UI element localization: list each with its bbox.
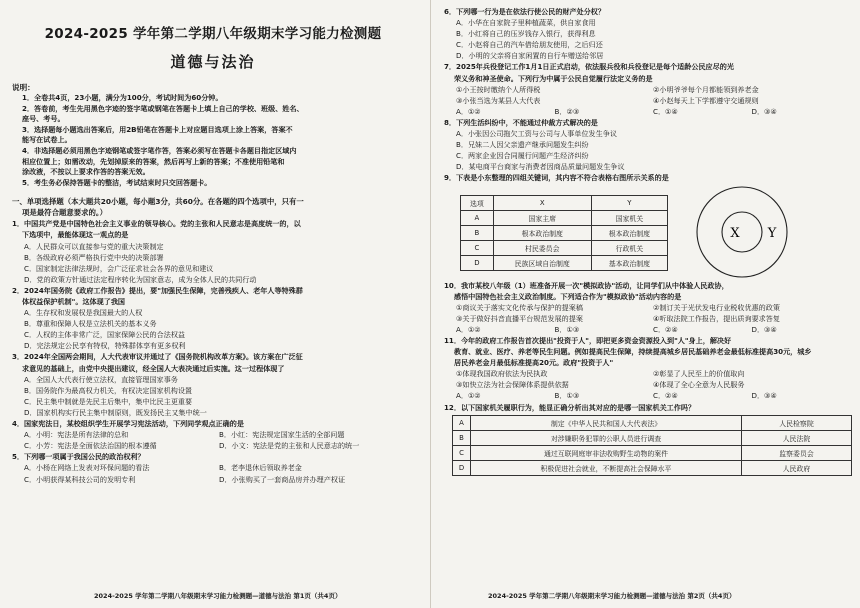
table-cell: 监察委员会 [742,445,852,460]
question-stem: 体权益保护机制"。这体现了我国 [22,297,126,306]
table-cell: 村民委员会 [493,240,591,255]
table-cell: 对涉嫌职务犯罪的公职人员进行调查 [471,430,742,445]
table-cell: 根本政治制度 [591,225,667,240]
table-cell: 行政机关 [591,240,667,255]
exam-subject: 道德与法治 [170,53,256,71]
option-a: A．生存权和发展权是我国最大的人权 [24,308,143,318]
option-a: A．①② [456,391,481,401]
question-stem: 居民养老金月最低标准提高20元。政府"投资于人" [454,358,614,368]
question-stem: 5．下列哪一项属于我国公民的政治权利？ [12,452,145,462]
table-row [453,415,852,430]
option-b: B．①③ [554,391,580,401]
instruction-line: 3．选择题每小题选出答案后，用2B铅笔在答题卡上对应题目选项上涂上答案，答案不 [22,124,293,134]
statement-4: ④体现了全心全意为人民服务 [653,380,745,390]
table-row [461,210,668,225]
table-cell: 国家机关 [591,210,667,225]
instruction-line: 5．考生务必保持答题卡的整洁，考试结束时只交回答题卡。 [22,177,212,187]
keyword-table [460,195,668,271]
option-a: A．①② [456,324,481,334]
option-a: A．小张因公司拖欠工资与公司与人事单位发生争议 [456,129,617,139]
question-stem: 10．我市某校八年级（1）班准备开展一次"模拟政协"活动，让同学们从中体验人民政协， [444,280,729,290]
table-header-row [461,195,668,210]
venn-label-y: Y [767,225,777,241]
question-9 [444,172,850,279]
question-6 [444,6,850,61]
table-cell: 人民政府 [742,460,852,475]
question-11 [444,335,850,402]
venn-diagram [682,184,802,280]
question-stem: 教育、就业、医疗、养老等民生问题。例如提高民生保障，持续提高城乡居民基础养老金最低标准提高30元，城乡 [454,347,812,357]
statement-1: ①小王按时缴纳个人所得税 [456,84,541,94]
instructions [12,93,414,188]
instruction-line: 2．答卷前，考生先用黑色字迹的签字笔或钢笔在答题卡上填上自己的学校、班级、姓名、 [22,103,304,113]
question-10 [444,280,850,335]
table-cell: D [461,255,494,270]
instructions-heading: 说明： [12,83,35,92]
question-stem: 3．2024年全国两会期间，人大代表审议并通过了《国务院机构改革方案》。该方案在广泛征 [12,352,303,362]
option-d: D．③④ [751,391,777,401]
table-cell: B [453,430,471,445]
option-d: D．③④ [751,106,777,116]
exam-title: 2024-2025 学年第二学期八年级期末学习能力检测题 [44,26,382,42]
statement-4: ④听取法院工作报告，提出质询要求答复 [653,313,780,323]
question-4 [12,418,414,451]
page-divider [430,0,431,608]
option-b: B．尊重和保障人权是立法机关的基本义务 [24,319,157,329]
instruction-line: 1．全卷共4页，23小题，满分为100分，考试时间为60分钟。 [22,93,223,102]
statement-2: ②彰显了人民至上的价值取向 [653,369,745,379]
question-3 [12,351,414,418]
table-cell: A [461,210,494,225]
question-stem: 1．中国共产党是中国特色社会主义事业的领导核心。党的主张和人民意志是高度统一的，以 [12,219,301,229]
option-d: D．小张购买了一套商品房并办理产权证 [219,474,346,484]
table-cell: 制定《中华人民共和国人大代表法》 [471,415,742,430]
option-c: C．小赵将自己的汽车借给朋友使用，之后归还 [456,40,603,50]
page-footer: 2024-2025 学年第二学期八年级期末学习能力检测题—道德与法治 第2页（共4页） [488,592,736,600]
statement-1: ①体现我国政府依法为民执政 [456,369,548,379]
table-row [461,240,668,255]
option-c: C．两家企业因合同履行问题产生经济纠纷 [456,151,589,161]
question-stem: 8．下列生活纠纷中，不能通过仲裁方式解决的是 [444,117,598,127]
page-footer: 2024-2025 学年第二学期八年级期末学习能力检测题—道德与法治 第1页（共4页） [94,592,342,600]
option-a: A．人民群众可以直接参与党的重大决策制定 [24,241,164,251]
venn-label-x: X [730,225,740,241]
table-cell: D [453,460,471,475]
question-stem: 6．下列哪一行为是在依法行使公民的财产处分权？ [444,7,605,16]
table-header-cell: Y [591,195,667,210]
question-stem: 求意见的基础上，由党中央提出建议，经全国人大表决通过后实施。这一过程体现了 [22,363,285,373]
inner-circle [722,212,762,252]
question-stem: 2．2024年国务院《政府工作报告》提出，要"加强民生保障，完善残疾人、老年人等特殊群 [12,285,303,295]
page-1 [4,0,422,608]
option-c: C．②④ [653,324,678,334]
table-cell: 根本政治制度 [493,225,591,240]
table-row [461,225,668,240]
question-8 [444,117,850,172]
table-row [453,430,852,445]
page-2 [438,0,856,608]
option-d: D．③④ [751,324,777,334]
statement-3: ③小张当选为某县人大代表 [456,95,541,105]
table-cell: A [453,415,471,430]
option-d: D．某电商平台商家与消费者因商品质量问题发生争议 [456,162,625,172]
table-cell: B [461,225,494,240]
agency-table [452,415,852,476]
option-d: D．小文：宪法是党的主张和人民意志的统一 [219,441,360,451]
instruction-line: 相应位置上；如需改动，先划掉原来的答案，然后再写上新的答案；不准使用铅笔和 [22,156,285,166]
table-row [461,255,668,270]
option-a: A．小杨在网络上发表对环保问题的看法 [24,463,150,473]
section-heading: 一、单项选择题（本大题共20小题，每小题3分，共60分。在各题的四个选项中，只有一 项是最符合题意要求的。） [12,197,304,218]
option-c: C．①④ [653,106,678,116]
option-c: C．②④ [653,391,678,401]
question-stem: 下选项中，最能体现这一观点的是 [22,230,129,240]
option-c: C．民主集中制就是先民主后集中，集中比民主更重要 [24,396,193,406]
instruction-line: 能写在试卷上。 [22,135,72,145]
option-b: B．①③ [554,324,580,334]
option-d: D．完法规定公民享有特权，特殊群体享有更多权利 [24,341,186,351]
statement-2: ②小明爷爷每个月都能领到养老金 [653,84,759,94]
option-c: C．小明获得某科技公司的发明专利 [24,474,136,484]
option-d: D．党的政策方针通过法定程序转化为国家意志，成为全体人民的共同行动 [24,274,257,284]
option-a: A．小华在自家院子里种植蔬菜，供自家食用 [456,18,596,28]
question-1 [12,218,414,285]
table-header-cell: 选项 [461,195,494,210]
option-b: B．②③ [554,106,580,116]
table-cell: 基本政治制度 [591,255,667,270]
instruction-line: 4．非选择题必须用黑色字迹钢笔或签字笔作答，答案必须写在答题卡各题目指定区域内 [22,145,297,155]
table-header-cell: X [493,195,591,210]
statement-3: ③关于做好抖音直播平台规范发展的提案 [456,313,583,323]
statement-1: ①商议关于落实文化传承与保护的提案稿 [456,302,583,312]
question-7 [444,61,850,116]
option-b: B．兄妹二人因父亲遗产继承问题发生纠纷 [456,140,589,150]
question-2 [12,285,414,352]
option-d: D．小明的父亲将自家闲置的自行车赠送给邻居 [456,51,604,61]
question-stem: 9．下表是小东整理的四组关键词，其内容不符合表格右图所示关系的是 [444,173,669,183]
table-row [453,460,852,475]
table-cell: 国家主席 [493,210,591,225]
question-stem: 7．2025年兵役登记工作1月1日正式启动，依法服兵役和兵役登记是每个适龄公民应尽的光 [444,62,734,72]
statement-4: ④小赵每天上下学都遵守交通规则 [653,95,759,105]
option-c: C．人权的主体非常广泛，国家保障公民的合法权益 [24,330,186,340]
option-a: A．小明：宪法是所有法律的总和 [24,430,129,440]
option-d: D．国家机构实行民主集中制原则，既发扬民主又集中统一 [24,407,207,417]
question-stem: 4．国家宪法日，某校组织学生开展学习宪法活动，下列同学观点正确的是 [12,419,244,429]
instruction-line: 涂改液，不按以上要求作答的答案无效。 [22,167,150,177]
option-b: B．小红：宪法规定国家生活的全部问题 [219,430,345,440]
option-c: C．小芳：宪法是全面依法治国的根本遵循 [24,441,157,451]
option-b: B．小红将自己的压岁钱存入银行，获得利息 [456,29,596,39]
question-stem: 感悟中国特色社会主义政治制度。下列适合作为"模拟政协"活动内容的是 [454,291,682,301]
table-row [453,445,852,460]
option-a: A．全国人大代表行使立法权，直接管理国家事务 [24,374,178,384]
statement-3: ③如快立法为社会保障体系提供依据 [456,380,569,390]
instruction-line: 座号、考号。 [22,114,65,124]
option-a: A．①② [456,106,481,116]
table-cell: 人民检察院 [742,415,852,430]
table-cell: 人民法院 [742,430,852,445]
question-stem: 11．今年的政府工作报告首次提出"投资于人"，即把更多资金资源投入到"人"身上，解决好 [444,335,732,345]
table-cell: 通过互联网庭审非法收购野生动物的案件 [471,445,742,460]
question-5 [12,451,414,484]
option-b: B．国务院作为最高权力机关，有权决定国家机构设置 [24,385,193,395]
table-cell: C [453,445,471,460]
question-stem: 荣义务和神圣使命。下列行为中属于公民自觉履行法定义务的是 [454,73,653,83]
statement-2: ②制订关于光伏发电行业税收优惠的政策 [653,302,780,312]
table-cell: 民族区域自治制度 [493,255,591,270]
option-c: C．国家制定法律法规时，会广泛征求社会各界的意见和建议 [24,263,214,273]
table-cell: C [461,240,494,255]
question-stem: 12．以下国家机关履职行为，能显正确分析出其对应的是哪一国家机关工作吗？ [444,402,696,412]
option-b: B．各级政府必须严格执行党中央的决策部署 [24,252,164,262]
option-b: B．老李退休后领取养老金 [219,463,302,473]
table-cell: 积极促进社会就业，不断提高社会保障水平 [471,460,742,475]
question-12 [444,402,850,476]
